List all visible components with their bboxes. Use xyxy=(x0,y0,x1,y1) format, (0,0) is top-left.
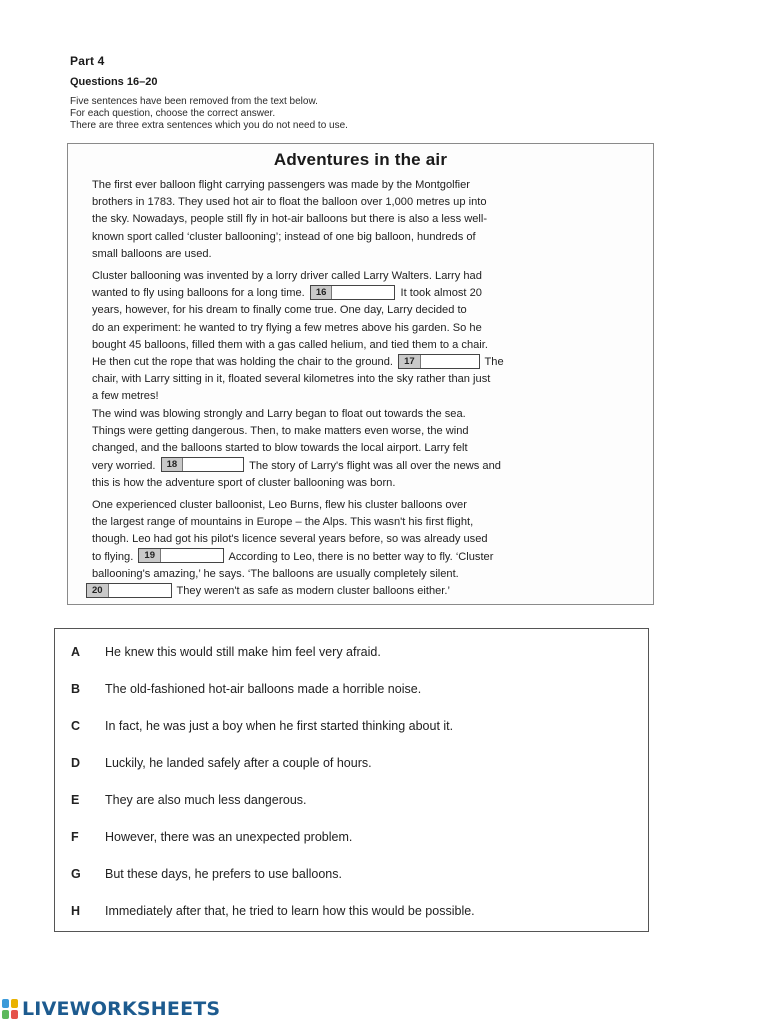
text-span: The story of Larry's flight was all over the news and xyxy=(249,459,501,472)
article-title: Adventures in the air xyxy=(273,150,448,169)
text-span: to flying. xyxy=(92,550,134,563)
text-line: this is how the adventure sport of cluster ballooning was born. xyxy=(92,476,396,489)
text-line: bought 45 balloons, filled them with a gas called helium, and tied them to a chair. xyxy=(92,338,488,351)
text-line: known sport called ‘cluster ballooning’; instead of one big balloon, hundreds of xyxy=(92,230,476,243)
option-text: He knew this would still make him feel very afraid. xyxy=(105,645,381,659)
option-letter: F xyxy=(71,830,79,844)
option-a xyxy=(55,642,648,662)
option-text: Immediately after that, he tried to learn how this would be possible. xyxy=(105,904,475,918)
option-text: In fact, he was just a boy when he first started thinking about it. xyxy=(105,719,454,733)
gap-17-field[interactable] xyxy=(398,354,480,369)
logo-icon xyxy=(2,998,20,1020)
text-span: According to Leo, there is no better way to fly. ‘Cluster xyxy=(228,550,494,563)
option-b xyxy=(55,679,648,699)
text-line: the sky. Nowadays, people still fly in hot-air balloons but there is also a less well- xyxy=(92,213,488,226)
text-span: It took almost 20 xyxy=(400,287,482,300)
text-span: wanted to fly using balloons for a long time. xyxy=(92,287,305,300)
option-letter: E xyxy=(71,793,80,807)
gap-16-field[interactable] xyxy=(310,285,396,300)
text-line: years, however, for his dream to finally come true. One day, Larry decided to xyxy=(92,304,467,317)
instructions xyxy=(70,96,348,132)
text-line xyxy=(92,583,637,600)
article-paragraph-4 xyxy=(92,497,637,600)
option-text: Luckily, he landed safely after a couple of hours. xyxy=(105,756,372,770)
gap-number: 18 xyxy=(162,458,184,471)
option-letter: H xyxy=(71,904,81,918)
gap-number: 16 xyxy=(311,286,333,299)
gap-number: 20 xyxy=(87,584,109,597)
text-span: They weren't as safe as modern cluster balloons either.’ xyxy=(176,584,450,597)
gap-number: 19 xyxy=(139,549,161,562)
option-letter: A xyxy=(71,645,81,659)
gap-18-field[interactable] xyxy=(161,457,245,472)
text-line: changed, and the balloons started to blow towards the local airport. Larry felt xyxy=(92,442,468,455)
text-line: ballooning's amazing,’ he says. ‘The balloons are usually completely silent. xyxy=(92,567,459,580)
text-span: He then cut the rope that was holding the chair to the ground. xyxy=(92,355,393,368)
text-line xyxy=(92,458,637,475)
logo-text: LIVEWORKSHEETS xyxy=(22,998,221,1020)
options-box xyxy=(54,628,649,932)
instruction-line: Five sentences have been removed from the text below. xyxy=(70,96,318,107)
option-c xyxy=(55,716,648,736)
text-line: The first ever balloon flight carrying passengers was made by the Montgolfier xyxy=(92,179,470,191)
option-text: They are also much less dangerous. xyxy=(105,793,307,807)
text-line: though. Leo had got his pilot's licence several years before, so was already used xyxy=(92,533,488,546)
text-line: Things were getting dangerous. Then, to make matters even worse, the wind xyxy=(92,425,469,438)
text-line: The wind was blowing strongly and Larry began to float out towards the sea. xyxy=(92,408,466,420)
option-text: The old-fashioned hot-air balloons made a horrible noise. xyxy=(105,682,422,696)
text-line: Cluster ballooning was invented by a lorry driver called Larry Walters. Larry had xyxy=(92,270,482,282)
text-line xyxy=(92,549,637,566)
option-letter: D xyxy=(71,756,81,770)
article-paragraph-3 xyxy=(92,406,637,492)
text-line xyxy=(92,354,637,371)
option-text: However, there was an unexpected problem. xyxy=(105,830,353,844)
option-h xyxy=(55,901,648,921)
option-f xyxy=(55,827,648,847)
option-letter: B xyxy=(71,682,81,696)
instruction-line: There are three extra sentences which you do not need to use. xyxy=(70,120,348,131)
option-text: But these days, he prefers to use balloons. xyxy=(105,867,342,881)
text-line: One experienced cluster balloonist, Leo Burns, flew his cluster balloons over xyxy=(92,499,467,511)
gap-19-field[interactable] xyxy=(138,548,224,563)
option-d xyxy=(55,753,648,773)
gap-number: 17 xyxy=(399,355,421,368)
part-title: Part 4 xyxy=(70,54,105,68)
text-span: very worried. xyxy=(92,459,156,472)
text-line: chair, with Larry sitting in it, floated several kilometres into the sky rather than just xyxy=(92,373,491,386)
text-line xyxy=(92,285,637,302)
gap-20-field[interactable] xyxy=(86,583,172,598)
text-line: a few metres! xyxy=(92,390,159,403)
text-line: brothers in 1783. They used hot air to float the balloon over 1,000 metres up into xyxy=(92,196,487,209)
questions-title: Questions 16–20 xyxy=(70,76,158,88)
article-paragraph-2 xyxy=(92,268,637,406)
option-g xyxy=(55,864,648,884)
article-paragraph-1 xyxy=(92,177,637,263)
text-line: small balloons are used. xyxy=(92,247,212,260)
instruction-line: For each question, choose the correct answer. xyxy=(70,108,276,119)
text-line: the largest range of mountains in Europe – the Alps. This wasn't his first flight, xyxy=(92,516,474,529)
option-letter: G xyxy=(71,867,81,881)
option-e xyxy=(55,790,648,810)
text-line: do an experiment: he wanted to try flying a few metres above his garden. So he xyxy=(92,321,482,334)
article-box xyxy=(67,143,654,605)
text-span: The xyxy=(484,355,504,368)
option-letter: C xyxy=(71,719,81,733)
liveworksheets-logo[interactable] xyxy=(2,996,220,1022)
